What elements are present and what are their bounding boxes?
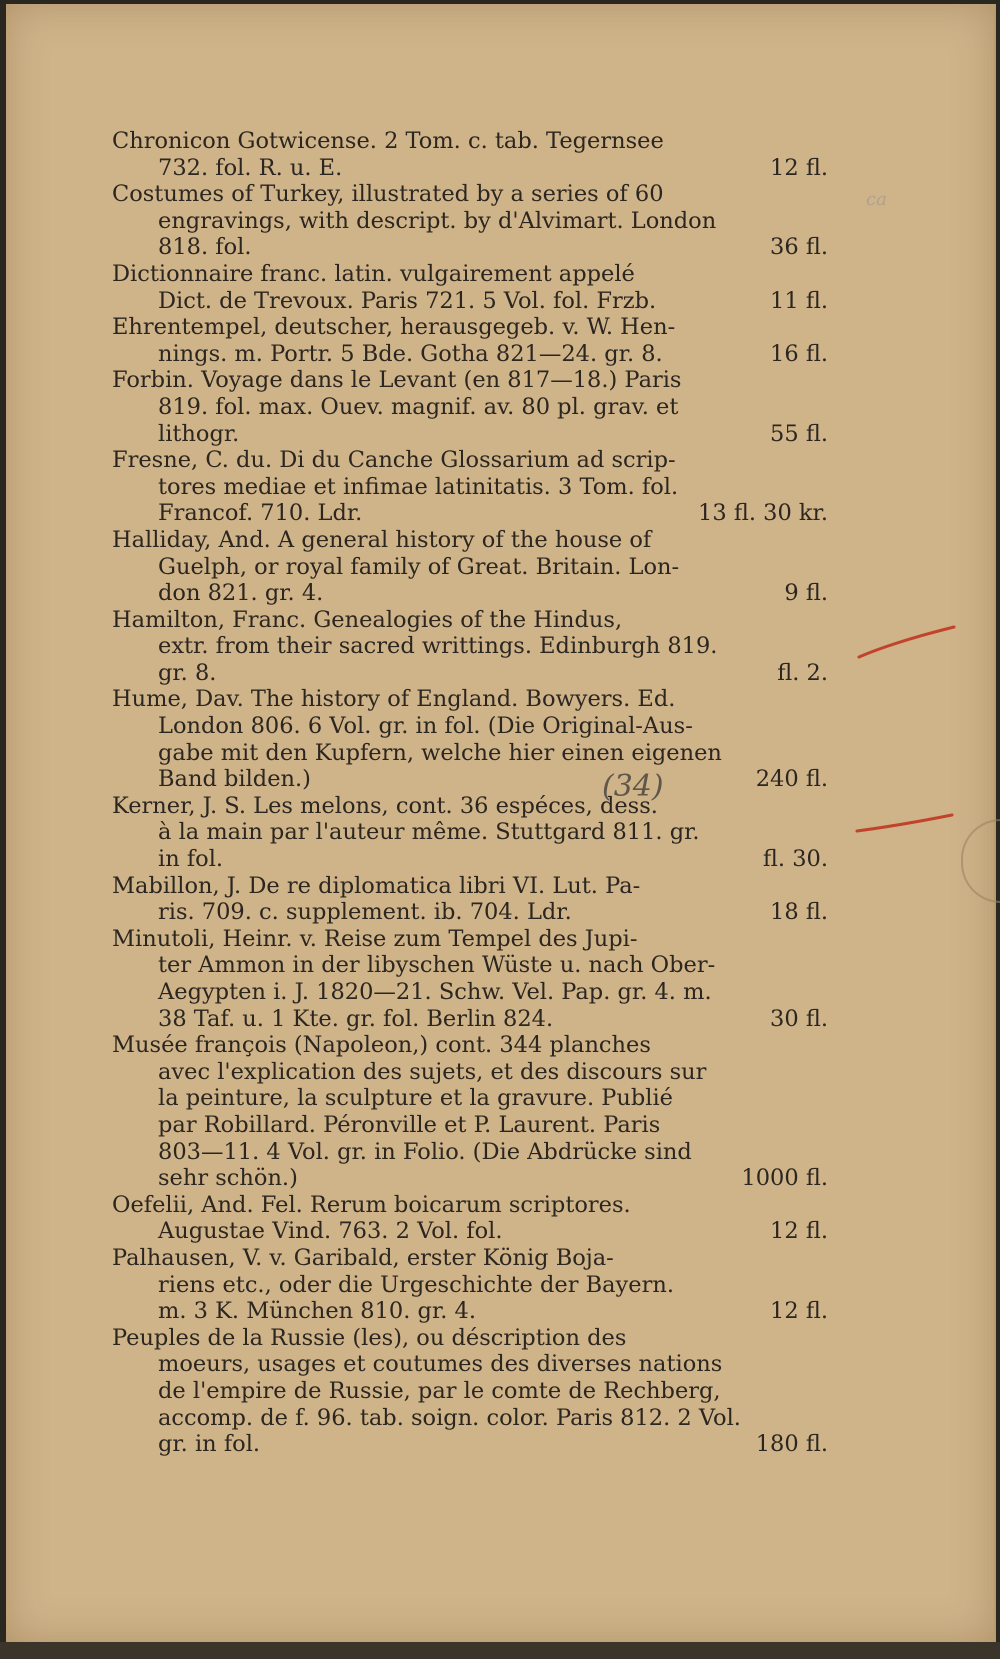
entry-line: extr. from their sacred writtings. Edinburgh 819. — [158, 633, 718, 660]
entry-line: Minutoli, Heinr. v. Reise zum Tempel des Jupi- — [112, 925, 638, 952]
entry-line: Guelph, or royal family of Great. Britain. Lon- — [158, 553, 680, 580]
entry-line: gabe mit den Kupfern, welche hier einen eigenen — [158, 739, 722, 766]
entry-line: Dictionnaire franc. latin. vulgairement appelé — [112, 260, 635, 287]
catalog-entry-hamilton — [112, 607, 830, 687]
catalog-entry-kerner — [112, 793, 830, 873]
entry-line: Hamilton, Franc. Genealogies of the Hindus, — [112, 606, 623, 633]
entry-line: Forbin. Voyage dans le Levant (en 817—18.) Paris — [112, 367, 682, 394]
entry-imprint: gr. 8. — [158, 659, 217, 686]
entry-price: 55 fl. — [770, 420, 828, 447]
entry-line: London 806. 6 Vol. gr. in fol. (Die Original-Aus- — [158, 713, 693, 740]
entry-imprint: 818. fol. — [158, 234, 252, 261]
catalog-entry-mabillon — [112, 873, 830, 926]
catalog-entry-fresne — [112, 447, 830, 527]
entry-line: ter Ammon in der libyschen Wüste u. nach Ober- — [158, 952, 716, 979]
entry-last-line — [112, 421, 830, 448]
catalog-entry-costumes — [112, 181, 830, 261]
entry-line: 819. fol. max. Ouev. magnif. av. 80 pl. grav. et — [158, 393, 679, 420]
catalog-entry-minutoli — [112, 926, 830, 1032]
entry-line: engravings, with descript. by d'Alvimart. London — [158, 207, 717, 234]
pencil-scribble: ca — [866, 189, 887, 210]
entry-imprint: 732. fol. R. u. E. — [158, 154, 343, 181]
entry-line: Fresne, C. du. Di du Canche Glossarium ad scrip- — [112, 447, 676, 474]
red-pencil-mark-kerner — [852, 809, 962, 839]
entry-last-line — [112, 1298, 830, 1325]
entry-price: 11 fl. — [770, 287, 828, 314]
catalog-entry-halliday — [112, 527, 830, 607]
entry-line: Mabillon, J. De re diplomatica libri VI. Lut. Pa- — [112, 872, 641, 899]
entry-imprint: Francof. 710. Ldr. — [158, 500, 363, 527]
entry-imprint: nings. m. Portr. 5 Bde. Gotha 821—24. gr. 8. — [158, 340, 663, 367]
entry-price: 9 fl. — [784, 580, 828, 607]
entry-last-line — [112, 1165, 830, 1192]
entry-imprint: sehr schön.) — [158, 1165, 298, 1192]
entry-price: 30 fl. — [770, 1005, 828, 1032]
entry-last-line — [112, 155, 830, 182]
entry-price: 18 fl. — [770, 899, 828, 926]
entry-line: Musée françois (Napoleon,) cont. 344 planches — [112, 1032, 651, 1059]
entry-imprint: Dict. de Trevoux. Paris 721. 5 Vol. fol. Frzb. — [158, 287, 657, 314]
entry-price: 180 fl. — [755, 1431, 828, 1458]
catalog-entry-palhausen — [112, 1245, 830, 1325]
entry-price: 12 fl. — [770, 1298, 828, 1325]
entry-line: Kerner, J. S. Les melons, cont. 36 espéces, dess. — [112, 792, 658, 819]
entry-imprint: m. 3 K. München 810. gr. 4. — [158, 1298, 476, 1325]
entry-line: moeurs, usages et coutumes des diverses nations — [158, 1351, 723, 1378]
entry-line: avec l'explication des sujets, et des discours sur — [158, 1058, 707, 1085]
entry-imprint: ris. 709. c. supplement. ib. 704. Ldr. — [158, 899, 572, 926]
entry-last-line — [112, 766, 830, 793]
entry-line: par Robillard. Péronville et P. Laurent. Paris — [158, 1111, 661, 1138]
entry-imprint: in fol. — [158, 846, 224, 873]
entry-last-line — [112, 660, 830, 687]
entry-line: Palhausen, V. v. Garibald, erster König Boja- — [112, 1244, 614, 1271]
entry-price: 16 fl. — [770, 340, 828, 367]
entry-price: 240 fl. — [755, 766, 828, 793]
entry-price: fl. 30. — [762, 846, 828, 873]
entry-imprint: 38 Taf. u. 1 Kte. gr. fol. Berlin 824. — [158, 1005, 554, 1032]
entry-line: de l'empire de Russie, par le comte de Rechberg, — [158, 1377, 721, 1404]
entry-line: Aegypten i. J. 1820—21. Schw. Vel. Pap. gr. 4. m. — [158, 979, 712, 1005]
catalog-entry-oefelii — [112, 1192, 830, 1245]
entry-price: 36 fl. — [770, 234, 828, 261]
entry-last-line — [112, 580, 830, 607]
entry-line: Peuples de la Russie (les), ou déscription des — [112, 1324, 627, 1351]
entry-line: à la main par l'auteur même. Stuttgard 811. gr. — [158, 819, 700, 846]
entry-line: Hume, Dav. The history of England. Bowyers. Ed. — [112, 686, 676, 713]
entry-line: Oefelii, And. Fel. Rerum boicarum scriptores. — [112, 1191, 631, 1218]
pencil-annotation: (34) — [602, 769, 664, 804]
catalog-entry-peuples — [112, 1325, 830, 1458]
entry-last-line — [112, 899, 830, 926]
entry-line: Costumes of Turkey, illustrated by a series of 60 — [112, 181, 664, 208]
entry-imprint: lithogr. — [158, 420, 240, 447]
entry-line: accomp. de f. 96. tab. soign. color. Paris 812. 2 Vol. — [158, 1404, 741, 1431]
entry-last-line — [112, 234, 830, 261]
entry-last-line — [112, 846, 830, 873]
entry-last-line — [112, 1006, 830, 1033]
catalog-entry-forbin — [112, 367, 830, 447]
page-edge — [0, 1642, 1000, 1659]
entry-price: 13 fl. 30 kr. — [698, 500, 828, 527]
entry-price: 12 fl. — [770, 154, 828, 181]
entry-line: la peinture, la sculpture et la gravure. Publié — [158, 1085, 673, 1112]
entry-line: 803—11. 4 Vol. gr. in Folio. (Die Abdrücke sind — [158, 1138, 692, 1165]
entry-price: fl. 2. — [777, 659, 828, 686]
entry-line: riens etc., oder die Urgeschichte der Bayern. — [158, 1271, 674, 1298]
entry-imprint: Augustae Vind. 763. 2 Vol. fol. — [158, 1218, 503, 1245]
catalog-entry-hume — [112, 686, 830, 792]
entry-last-line — [112, 288, 830, 315]
entry-line: Ehrentempel, deutscher, herausgegeb. v. W. Hen- — [112, 314, 676, 341]
margin-arc — [961, 819, 1000, 903]
entry-last-line — [112, 500, 830, 527]
catalog-entry-dictionnaire — [112, 261, 830, 314]
entry-line: tores mediae et infimae latinitatis. 3 Tom. fol. — [158, 473, 679, 500]
entry-imprint: don 821. gr. 4. — [158, 580, 324, 607]
entry-line: Halliday, And. A general history of the house of — [112, 526, 652, 553]
entry-line: Chronicon Gotwicense. 2 Tom. c. tab. Tegernsee — [112, 128, 664, 154]
entry-last-line — [112, 1218, 830, 1245]
entry-last-line — [112, 341, 830, 368]
catalog-list — [112, 128, 830, 1458]
entry-imprint: Band bilden.) — [158, 766, 311, 793]
entry-price: 12 fl. — [770, 1218, 828, 1245]
catalog-entry-musee — [112, 1032, 830, 1192]
red-pencil-mark-hamilton — [854, 622, 964, 662]
entry-last-line — [112, 1431, 830, 1458]
catalog-entry-chronicon — [112, 128, 830, 181]
catalog-entry-ehrentempel — [112, 314, 830, 367]
entry-imprint: gr. in fol. — [158, 1431, 261, 1458]
entry-price: 1000 fl. — [741, 1165, 828, 1192]
